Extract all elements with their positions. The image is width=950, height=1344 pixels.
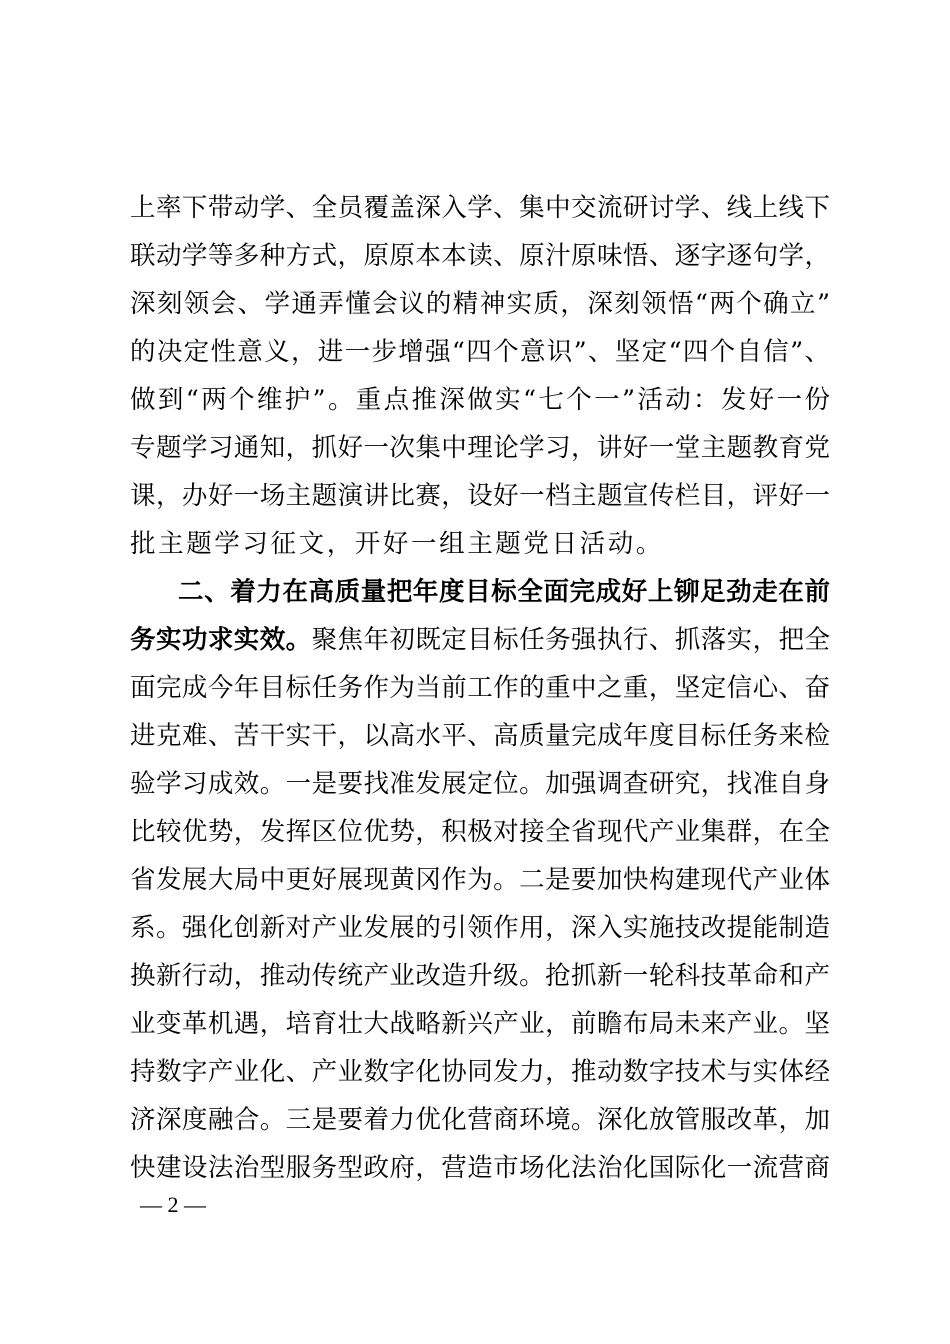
text-line: 批主题学习征文，开好一组主题党日活动。 bbox=[130, 529, 664, 559]
text-segment: 聚焦年初既定目标任务强执行、抓落实，把全 bbox=[311, 625, 830, 655]
text-line: 深刻领会、学通弄懂会议的精神实质，深刻领悟“两个确立” bbox=[130, 289, 830, 319]
text-line: 换新行动，推动传统产业改造升级。抢抓新一轮科技革命和产 bbox=[130, 961, 830, 991]
text-line: 比较优势，发挥区位优势，积极对接全省现代产业集群，在全 bbox=[130, 817, 830, 847]
text-line bbox=[130, 616, 830, 664]
text-line: 业变革机遇，培育壮大战略新兴产业，前瞻布局未来产业。坚 bbox=[130, 1009, 830, 1039]
page-number: — 2 — bbox=[140, 1192, 206, 1217]
text-line: 课，办好一场主题演讲比赛，设好一档主题宣传栏目，评好一 bbox=[130, 481, 830, 511]
text-line: 济深度融合。三是要着力优化营商环境。深化放管服改革，加 bbox=[130, 1105, 830, 1135]
text-line: 快建设法治型服务型政府，营造市场化法治化国际化一流营商 bbox=[130, 1153, 830, 1183]
text-line: 系。强化创新对产业发展的引领作用，深入实施技改提能制造 bbox=[130, 913, 830, 943]
text-line: 省发展大局中更好展现黄冈作为。二是要加快构建现代产业体 bbox=[130, 865, 830, 895]
text-line: 面完成今年目标任务作为当前工作的重中之重，坚定信心、奋 bbox=[130, 673, 830, 703]
text-line: 验学习成效。一是要找准发展定位。加强调查研究，找准自身 bbox=[130, 769, 830, 799]
text-line: 的决定性意义，进一步增强“四个意识”、坚定“四个自信”、 bbox=[130, 337, 830, 367]
text-line: 专题学习通知，抓好一次集中理论学习，讲好一堂主题教育党 bbox=[130, 433, 830, 463]
text-line: 联动学等多种方式，原原本本读、原汁原味悟、逐字逐句学， bbox=[130, 241, 830, 271]
text-line: 进克难、苦干实干，以高水平、高质量完成年度目标任务来检 bbox=[130, 721, 830, 751]
text-line: 持数字产业化、产业数字化协同发力，推动数字技术与实体经 bbox=[130, 1057, 830, 1087]
section-heading: 二、着力在高质量把年度目标全面完成好上铆足劲走在前 bbox=[178, 577, 830, 607]
text-line: 上率下带动学、全员覆盖深入学、集中交流研讨学、线上线下 bbox=[130, 193, 830, 223]
section-heading-end: 务实功求实效。 bbox=[130, 625, 312, 655]
text-line: 做到“两个维护”。重点推深做实“七个一”活动：发好一份 bbox=[130, 385, 830, 415]
